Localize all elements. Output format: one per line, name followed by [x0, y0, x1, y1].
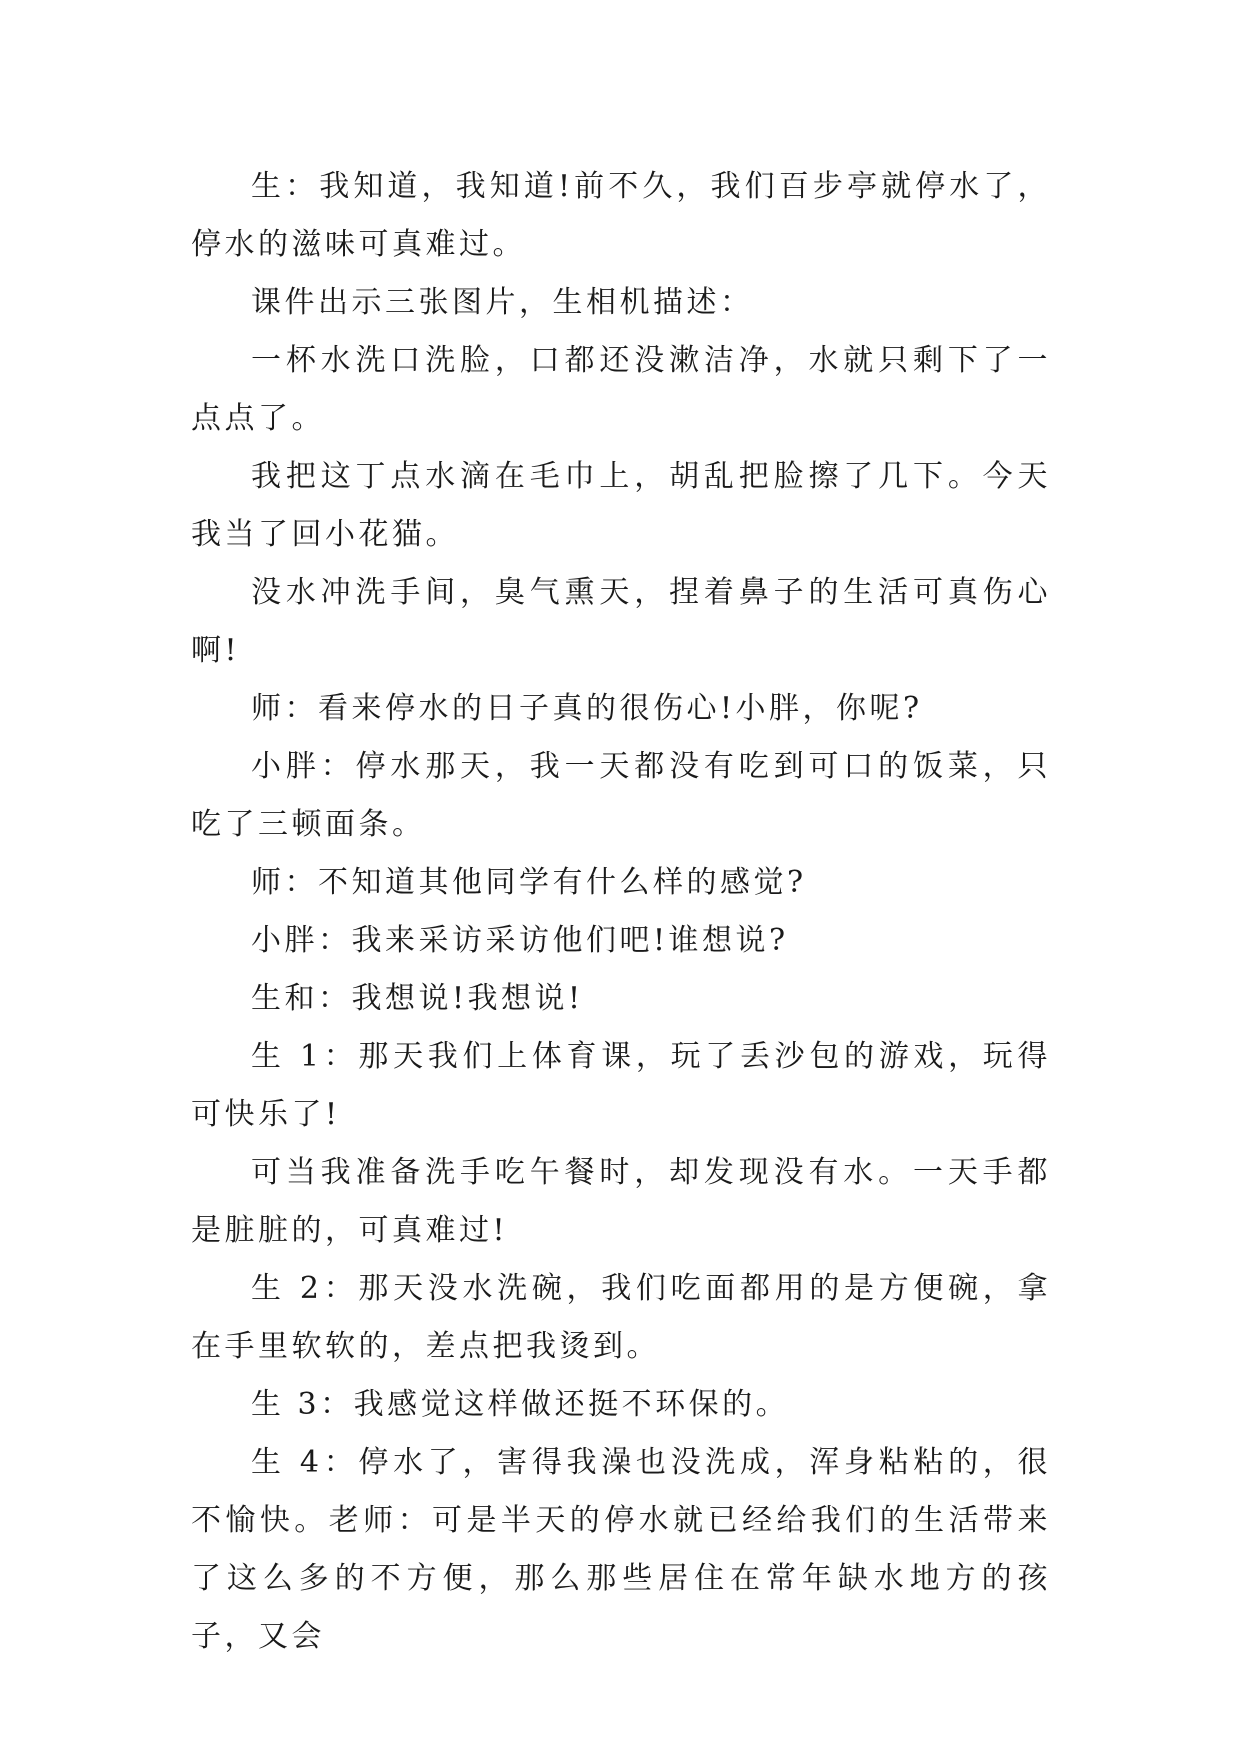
paragraph: 生 3：我感觉这样做还挺不环保的。 [251, 1387, 790, 1422]
paragraph: 没水冲洗手间，臭气熏天，捏着鼻子的生活可真伤心啊! [191, 575, 1051, 668]
paragraph: 我把这丁点水滴在毛巾上，胡乱把脸擦了几下。今天我当了回小花猫。 [191, 459, 1051, 552]
paragraph: 小胖：我来采访采访他们吧!谁想说? [251, 923, 789, 958]
paragraph: 生 2：那天没水洗碗，我们吃面都用的是方便碗，拿在手里软软的，差点把我烫到。 [191, 1271, 1051, 1364]
paragraph: 师：看来停水的日子真的很伤心!小胖，你呢? [251, 691, 923, 726]
paragraph: 课件出示三张图片，生相机描述： [251, 285, 754, 320]
paragraph: 师：不知道其他同学有什么样的感觉? [251, 865, 807, 900]
paragraph: 生 1：那天我们上体育课，玩了丢沙包的游戏，玩得可快乐了! [191, 1039, 1051, 1132]
paragraph: 生 4：停水了，害得我澡也没洗成，浑身粘粘的，很不愉快。老师：可是半天的停水就已经给我们的生活带来了这么多的不方便，那么那些居住在常年缺水地方的孩子，又会 [191, 1445, 1051, 1654]
paragraph: 可当我准备洗手吃午餐时，却发现没有水。一天手都是脏脏的，可真难过! [191, 1155, 1051, 1248]
paragraph: 生和：我想说!我想说! [251, 981, 584, 1016]
paragraph: 一杯水洗口洗脸，口都还没漱洁净，水就只剩下了一点点了。 [191, 343, 1051, 436]
document-body [191, 158, 1051, 1666]
paragraph: 生：我知道，我知道!前不久，我们百步亭就停水了，停水的滋味可真难过。 [191, 169, 1051, 262]
paragraph: 小胖：停水那天，我一天都没有吃到可口的饭菜，只吃了三顿面条。 [191, 749, 1051, 842]
